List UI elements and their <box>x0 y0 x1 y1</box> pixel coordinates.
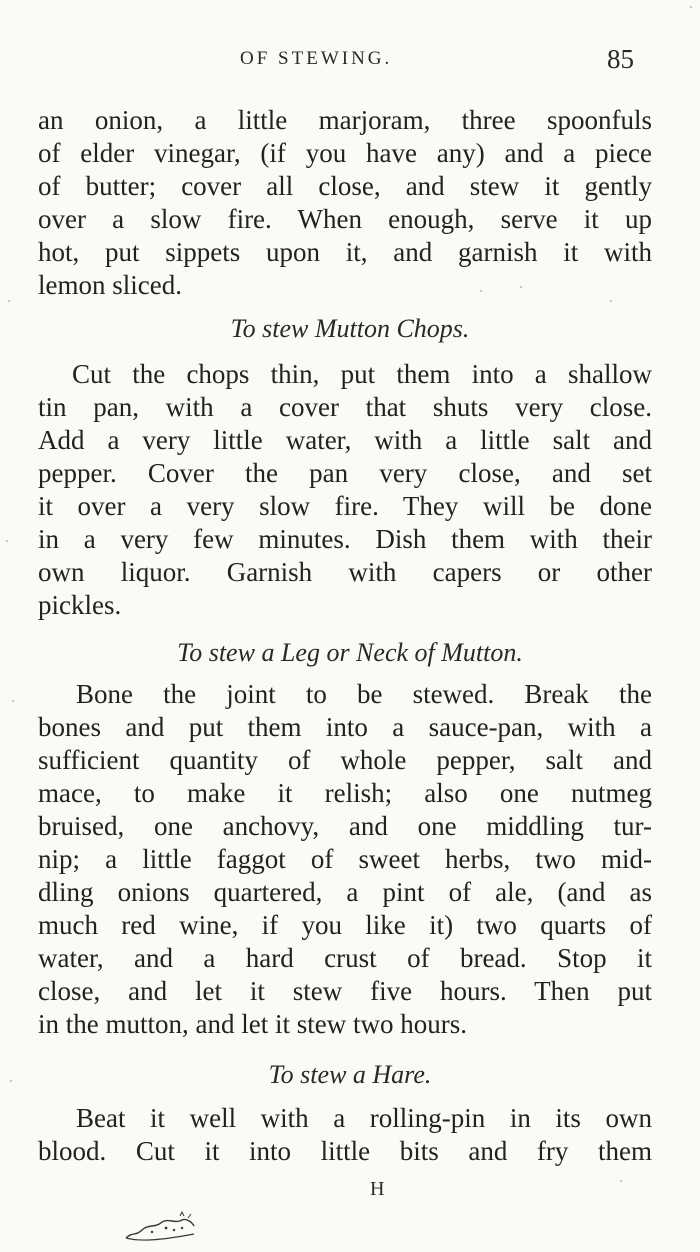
text-line: Beat it well with a rolling-pin in its own <box>76 1103 652 1133</box>
recipe-heading-hare: To stew a Hare. <box>268 1060 432 1089</box>
text-line: lemon sliced. <box>38 270 182 300</box>
text-line: tin pan, with a cover that shuts very close. <box>38 392 652 422</box>
text-line: bones and put them into a sauce-pan, with a <box>38 712 652 742</box>
text-line: an onion, a little marjoram, three spoonfuls <box>38 105 652 135</box>
text-line: of elder vinegar, (if you have any) and a piece <box>38 138 652 168</box>
text-line: own liquor. Garnish with capers or other <box>38 557 652 587</box>
text-line: sufficient quantity of whole pepper, salt and <box>38 745 652 775</box>
text-line: in a very few minutes. Dish them with their <box>38 524 652 554</box>
paragraph-leg-of-mutton <box>38 678 652 1041</box>
signature-mark: H <box>370 1178 385 1200</box>
paragraph-hare <box>38 1102 652 1168</box>
text-line: in the mutton, and let it stew two hours. <box>38 1009 467 1039</box>
text-line: much red wine, if you like it) two quarts of <box>38 910 652 940</box>
text-line: over a slow fire. When enough, serve it up <box>38 204 652 234</box>
text-line: blood. Cut it into little bits and fry them <box>38 1136 652 1166</box>
text-line: it over a very slow fire. They will be done <box>38 491 652 521</box>
text-line: pickles. <box>38 590 122 620</box>
running-head <box>0 44 700 78</box>
recipe-heading-leg-of-mutton: To stew a Leg or Neck of Mutton. <box>177 638 523 667</box>
text-line: hot, put sippets upon it, and garnish it with <box>38 237 652 267</box>
page-number: 85 <box>607 44 634 74</box>
paragraph-mutton-chops <box>38 358 652 622</box>
text-line: pepper. Cover the pan very close, and set <box>38 458 652 488</box>
text-line: mace, to make it relish; also one nutmeg <box>38 778 652 808</box>
text-line: Bone the joint to be stewed. Break the <box>76 679 652 709</box>
text-line: close, and let it stew five hours. Then put <box>38 976 652 1006</box>
recipe-heading-mutton-chops: To stew Mutton Chops. <box>230 314 470 343</box>
text-line: Add a very little water, with a little salt and <box>38 425 652 455</box>
text-line: Cut the chops thin, put them into a shallow <box>72 359 652 389</box>
printer-ornament-icon <box>122 1210 202 1248</box>
paragraph-continuation <box>38 104 652 302</box>
text-line: nip; a little faggot of sweet herbs, two mid- <box>38 844 652 874</box>
text-line: water, and a hard crust of bread. Stop it <box>38 943 652 973</box>
text-line: bruised, one anchovy, and one middling tur- <box>38 811 652 841</box>
text-line: dling onions quartered, a pint of ale, (and as <box>38 877 652 907</box>
text-line: of butter; cover all close, and stew it gently <box>38 171 652 201</box>
running-title: OF STEWING. <box>240 48 393 69</box>
